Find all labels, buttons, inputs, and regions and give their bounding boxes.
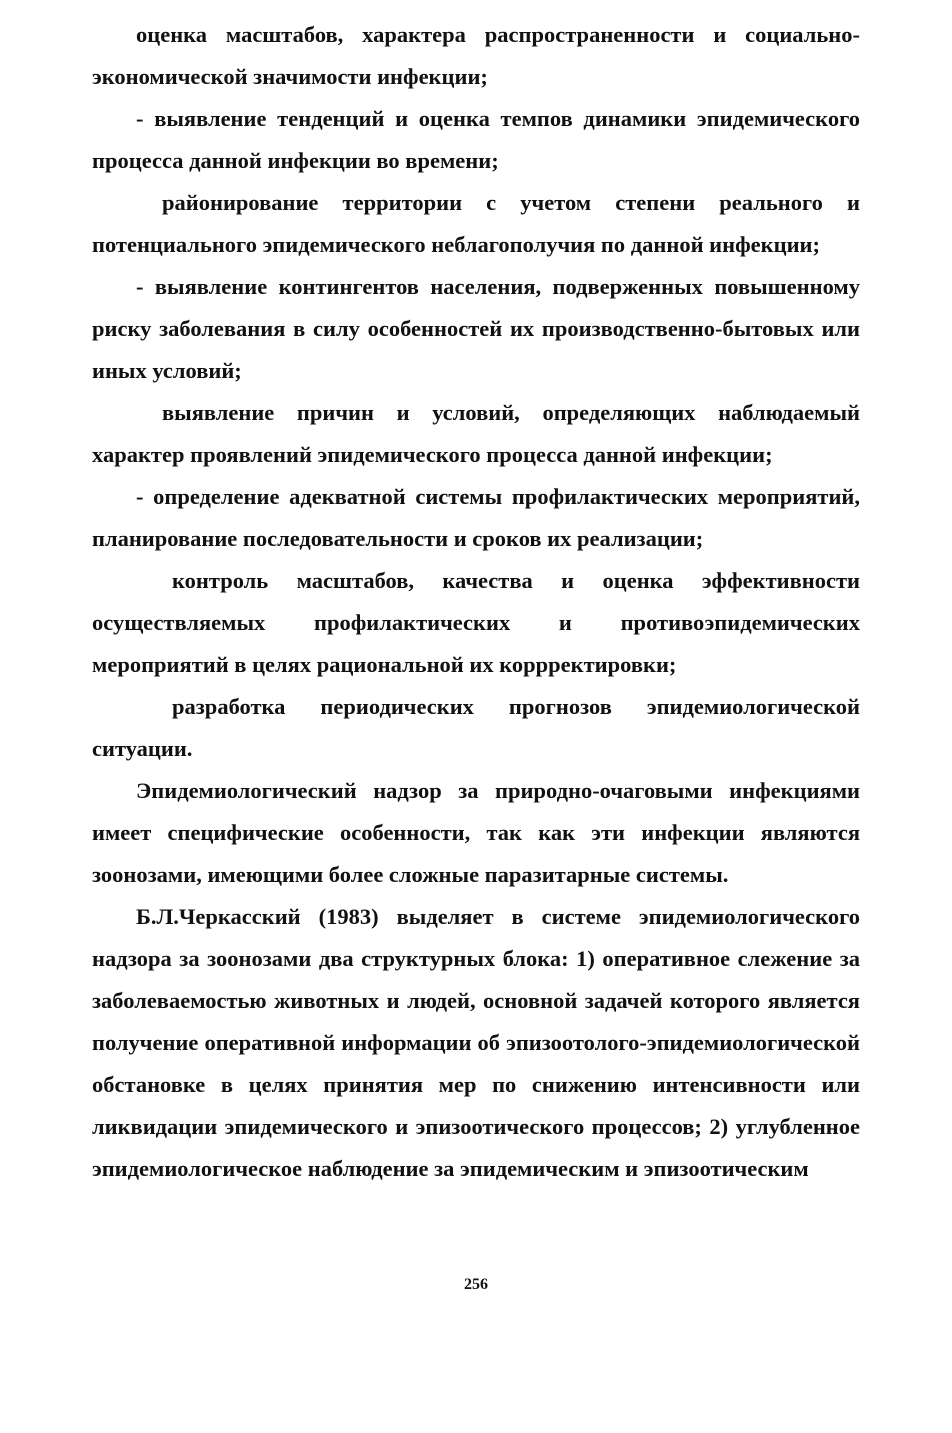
page-number: 256 bbox=[464, 1276, 488, 1293]
list-item-forecasts: разработка периодических прогнозов эпидемиологической ситуации. bbox=[92, 694, 860, 761]
list-item-trends: - выявление тенденций и оценка темпов динамики эпидемического процесса данной инфекции во времени; bbox=[92, 106, 860, 173]
paragraph-natural-focal: Эпидемиологический надзор за природно-очаговыми инфекциями имеет специфические особенности, так как эти инфекции являются зоонозами, имеющими более сложные паразитарные системы. bbox=[92, 778, 860, 887]
list-item-zoning: районирование территории с учетом степени реального и потенциального эпидемического неблагополучия по данной инфекции; bbox=[92, 190, 860, 257]
list-item-causes: выявление причин и условий, определяющих наблюдаемый характер проявлений эпидемического процесса данной инфекции; bbox=[92, 400, 860, 467]
list-item-control: контроль масштабов, качества и оценка эффективности осуществляемых профилактических и противоэпидемических мероприятий в целях рациональной их коррректировки; bbox=[92, 568, 860, 677]
paragraph-cherkassky: Б.Л.Черкасский (1983) выделяет в системе эпидемиологического надзора за зоонозами два структурных блока: 1) оперативное слежение за заболеваемостью животных и людей, основной задачей которого является получение оперативной информации об эпизоотолого-эпидемиологической обстановке в целях принятия мер по снижению интенсивности или ликвидации эпидемического и эпизоотического процессов; 2) углубленное эпидемиологическое наблюдение за эпидемическим и эпизоотическим bbox=[92, 904, 860, 1181]
list-item-risk-groups: - выявление контингентов населения, подверженных повышенному риску заболевания в силу особенностей их производственно-бытовых или иных условий; bbox=[92, 274, 860, 383]
page-body bbox=[92, 14, 860, 1190]
list-item-assessment: оценка масштабов, характера распространенности и социально-экономической значимости инфекции; bbox=[92, 22, 860, 89]
list-item-prevention-system: - определение адекватной системы профилактических мероприятий, планирование последовательности и сроков их реализации; bbox=[92, 484, 860, 551]
